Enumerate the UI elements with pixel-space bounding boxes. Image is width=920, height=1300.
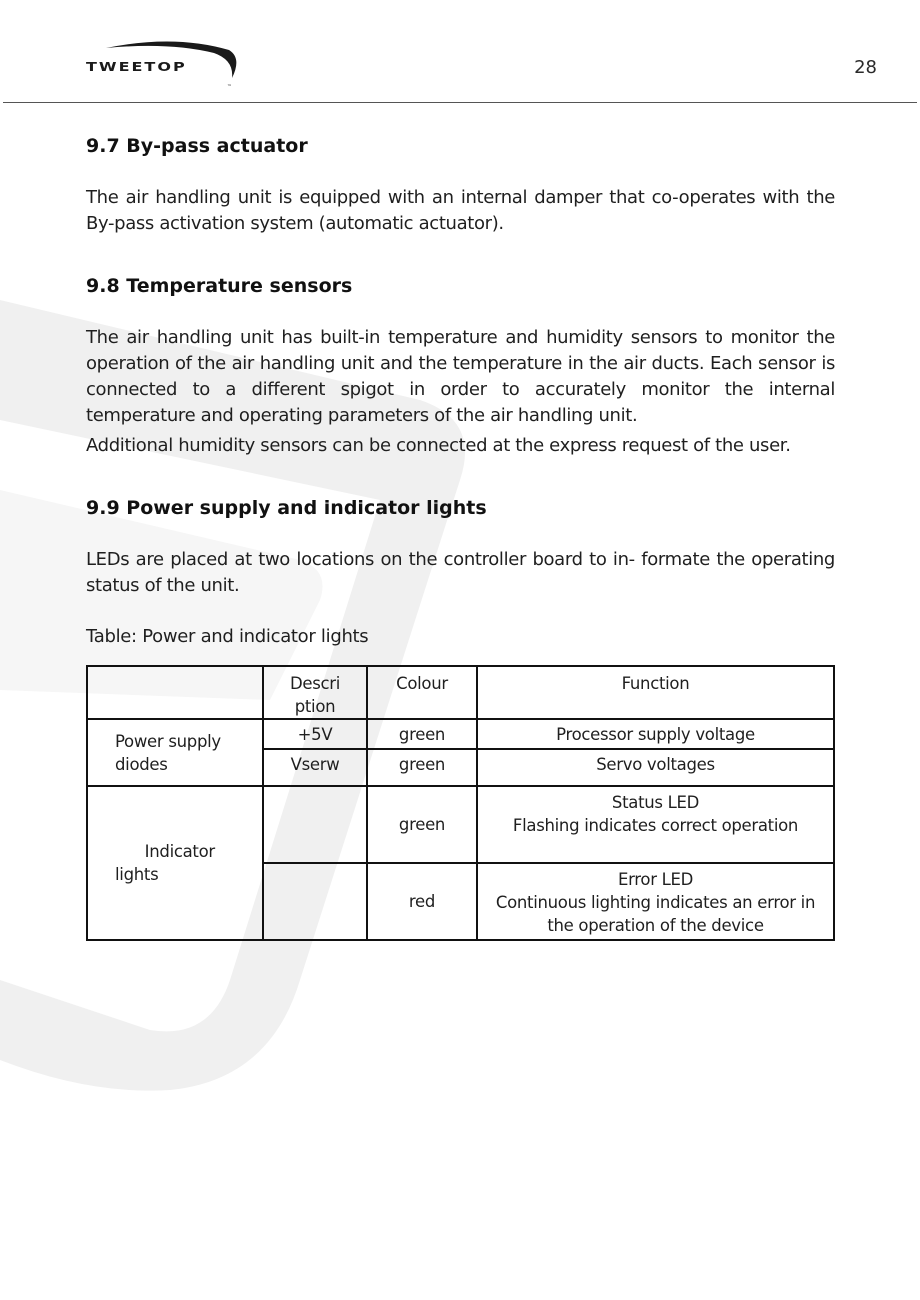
logo-text: TWEETOP: [86, 59, 187, 75]
table-row: [87, 719, 834, 749]
section-heading-bypass: 9.7 By-pass actuator: [86, 135, 308, 157]
tweetop-logo: [84, 36, 244, 96]
header-divider: [3, 102, 917, 103]
cell-description: [263, 786, 367, 863]
cell-description: [263, 863, 367, 940]
group-label-text: Indicator lights: [115, 842, 215, 884]
header-cell-function: Function: [477, 666, 834, 719]
paragraph-power: LEDs are placed at two locations on the controller board to in- formate the operating status of the unit.: [86, 549, 835, 596]
cell-colour: green: [367, 719, 477, 749]
group-label-indicator-lights: [87, 786, 263, 940]
cell-description: +5V: [263, 719, 367, 749]
paragraph-humidity: Additional humidity sensors can be connected at the express request of the user.: [86, 435, 791, 456]
cell-colour: green: [367, 749, 477, 786]
section-heading-power: 9.9 Power supply and indicator lights: [86, 497, 487, 519]
cell-colour: red: [367, 863, 477, 940]
power-indicator-table: [86, 665, 835, 941]
table-header-row: [87, 666, 834, 719]
header-cell-colour: Colour: [367, 666, 477, 719]
header-cell-description: [263, 666, 367, 719]
section-heading-temperature: 9.8 Temperature sensors: [86, 275, 353, 297]
cell-function: [477, 863, 834, 940]
header-description-line2: ption: [294, 697, 336, 716]
page-header: [0, 0, 920, 104]
cell-function: [477, 786, 834, 863]
function-title: Error LED: [617, 870, 694, 889]
paragraph-temperature: The air handling unit has built-in temperature and humidity sensors to monitor the operation of the air handling unit and the temperature in the air ducts. Each sensor is connected to a different spigot in order to accurately monitor the internal temperature and operating parameters of the air handling unit.: [86, 327, 835, 426]
cell-colour: green: [367, 786, 477, 863]
page-number: 28: [854, 57, 877, 78]
function-text: Continuous lighting indicates an error in the operation of the device: [495, 893, 816, 935]
cell-description: Vserw: [263, 749, 367, 786]
cell-function: Processor supply voltage: [477, 719, 834, 749]
group-label-text: Power supply diodes: [115, 731, 221, 774]
function-title: Status LED: [611, 793, 700, 812]
cell-function: Servo voltages: [477, 749, 834, 786]
function-text: Flashing indicates correct operation: [512, 816, 799, 835]
logo-trademark: ™: [227, 84, 232, 90]
group-label-power-supply: [87, 719, 263, 786]
table-row: [87, 786, 834, 863]
header-description-line1: Descri: [289, 674, 341, 693]
paragraph-bypass: The air handling unit is equipped with an internal damper that co-operates with the By-pass activation system (automatic actuator).: [86, 187, 835, 234]
header-cell-empty: [87, 666, 263, 719]
table-caption: Table: Power and indicator lights: [86, 626, 369, 647]
